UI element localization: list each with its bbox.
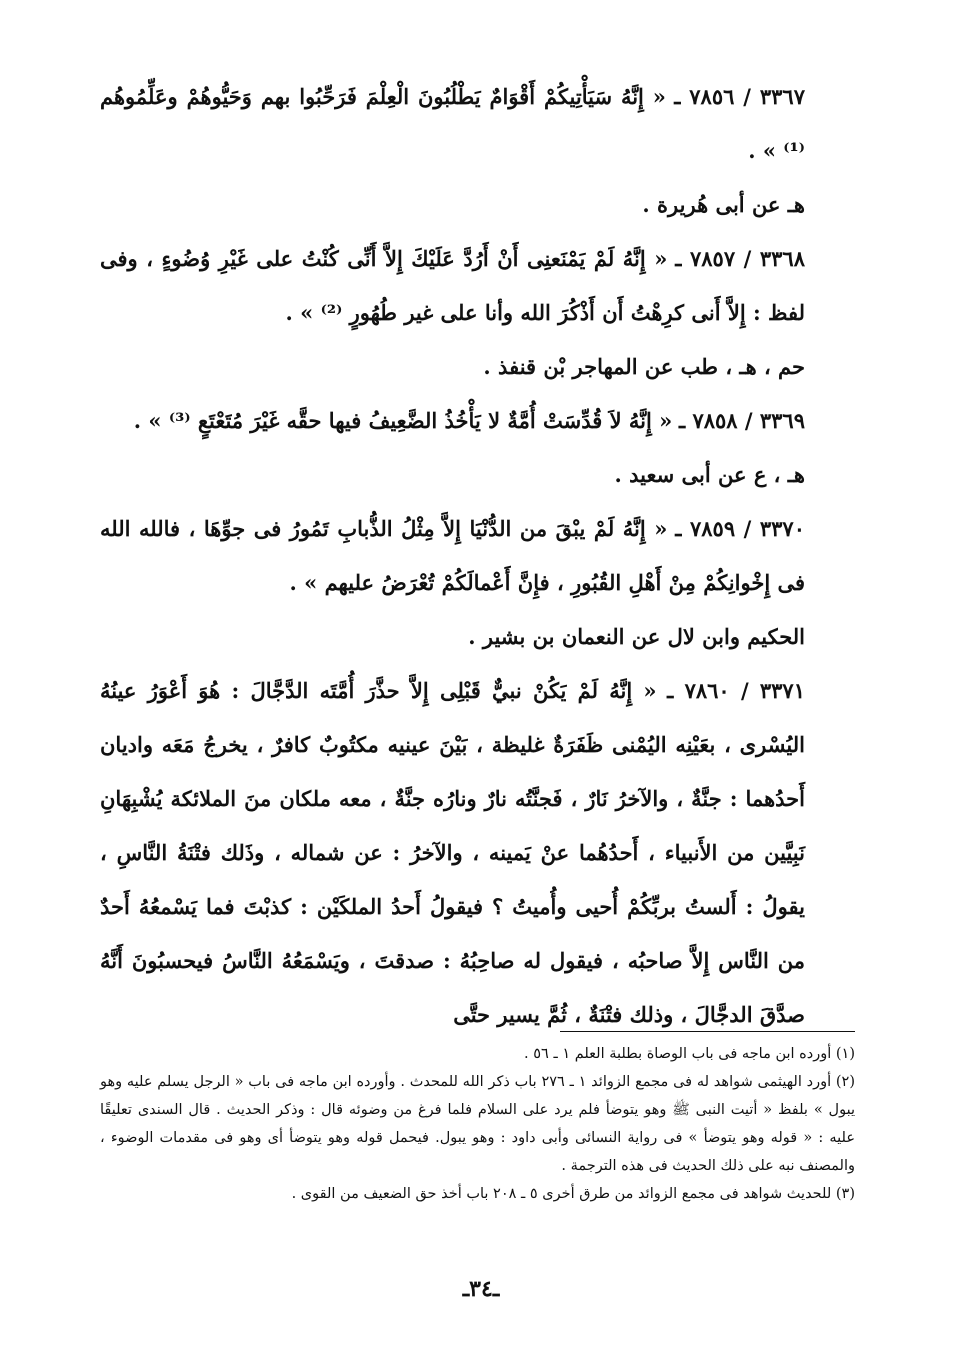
- footnote: (٢) أورد الهيثمى شواهد له فى مجمع الزوائد ١ ـ ٢٧٦ باب ذكر الله للمحدث . وأورده ابن ماجه فى باب « الرجل يسلم عليه وهو يبول » بلفظ « أتيت النبى ﷺ وهو يتوضأ فلم يرد على السلام فلما فرغ من وضوئه قال : وذكر الحديث . قال السندى تعليقًا عليه : « قوله وهو يتوضأ » فى رواية النسائى وأبى داود : وهو يبول. فيحمل قوله وهو يتوضأ أى وهو فى مقدمات الوضوء ، والمصنف نبه على ذلك الحديث فى هذه الترجمة .: [100, 1074, 855, 1174]
- hadith-text: « إِنَّهُ سَيَأْتِيكُمْ أَقْوَامٌ يَطْلُبُونَ الْعِلْمَ فَرَحِّبُوا بهم وَحَيُّوهُمْ وعَلِّمُوهُم ⁽¹⁾ » .: [100, 84, 805, 163]
- hadith-source: هـ عن أبى هُريرة .: [642, 192, 805, 217]
- hadith-entry: [100, 232, 805, 340]
- hadith-entry: [100, 394, 805, 448]
- hadith-source: هـ ، ع عن أبى سعيد .: [614, 462, 805, 487]
- footnote-divider: [560, 1031, 855, 1032]
- hadith-text: « إِنَّهُ لاَ قُدِّسَتْ أُمَّةٌ لا يَأْخُذُ الضَّعِيفُ فيها حقَّه غَيْرَ مُتَعْتَعٍ ⁽³⁾ » .: [133, 408, 673, 433]
- footnote: (٣) للحديث شواهد فى مجمع الزوائد من طرق أخرى ٥ ـ ٢٠٨ باب أخذ حق الضعيف من القوى .: [291, 1186, 855, 1202]
- hadith-number: ٣٣٦٨ / ٧٨٥٧ ـ: [675, 246, 805, 271]
- hadith-source: الحكيم وابن لال عن النعمان بن بشير .: [468, 624, 805, 649]
- hadith-entry: [100, 70, 805, 178]
- hadith-text: « إِنَّهُ لَمْ يَكُنْ نبيٌّ قَبْلِى إِلاَّ حذَّرَ أُمَّتَه الدَّجَّالَ : هُوَ أَعْوَرُ عينُهُ اليُسْرى ، بعَيْنِه اليُمْنى ظَفَرَةٌ غليظة ، بَيْنَ عينيه مكتُوبٌ كافرٌ ، يخرجُ مَعَه واديان أَحدُهما : جنَّةٌ ، والآخرُ نَارٌ ، فَجنَّتُه نارٌ ونارُه جنَّةٌ ، معه ملكان منَ الملائكة يُشْبِهَانِ نَبِيَّين من الأَنبياء ، أَحدُهُما عنْ يَمينه ، والآخرُ : عن شماله ، وذَلك فتْنَةُ النَّاسِ ، يقولُ : أَلستُ بربِّكُمْ أُحيى وأُميتُ ؟ فيقولُ أَحدُ الملكَيْن : كذبْتَ فما يَسْمعُهُ أَحدٌ من النَّاس إِلاَّ صاحبُه ، فيقول له صاحِبُهُ : صدقتَ ، ويَسْمَعُهُ النَّاسُ فيحسبُونَ أَنَّهُ صدَّقَ الدجَّالَ ، وذلك فتْنَةٌ ، ثُمَّ يسير حتَّى: [100, 678, 805, 1027]
- hadith-source: حم ، هـ ، طب عن المهاجر بْن قنفذ .: [483, 354, 805, 379]
- hadith-entry: [100, 502, 805, 610]
- footnotes: [100, 1040, 855, 1208]
- page-number: ـ٣٤ـ: [462, 1276, 500, 1302]
- hadith-number: ٣٣٧١ / ٧٨٦٠ ـ: [667, 678, 805, 703]
- hadith-text: « إِنَّهُ لَمْ يَمْنَعنِى أَنْ أَرُدَّ عَلَيْكَ إِلاَّ أَنِّى كُنْتُ على غَيْرِ وُضُوءٍ ، وفى لفظ : إِلاَّ أَنى كرِهْتُ أَن أَذْكُرَ الله وأنا على غير طُهُورٍ ⁽²⁾ » .: [100, 246, 805, 325]
- footnote: (١) أورده ابن ماجه فى باب الوصاة بطلبة العلم ١ ـ ٥٦ .: [524, 1046, 855, 1062]
- hadith-text: « إِنَّهُ لَمْ يبْقَ من الدُّنْيَا إِلاَّ مِثْلُ الذُّبابِ تَمُورُ فى جوِّهَا ، فالله الله فى إِخْوانِكُمْ مِنْ أَهْلِ القُبُورِ ، فإِنَّ أَعْمالَكُمْ تُعْرَضُ عليهم » .: [100, 516, 805, 595]
- hadith-body: [100, 70, 805, 1042]
- hadith-number: ٣٣٦٩ / ٧٨٥٨ ـ: [678, 408, 805, 433]
- hadith-number: ٣٣٦٧ / ٧٨٥٦ ـ: [674, 84, 805, 109]
- hadith-entry: [100, 664, 805, 1042]
- hadith-number: ٣٣٧٠ / ٧٨٥٩ ـ: [675, 516, 805, 541]
